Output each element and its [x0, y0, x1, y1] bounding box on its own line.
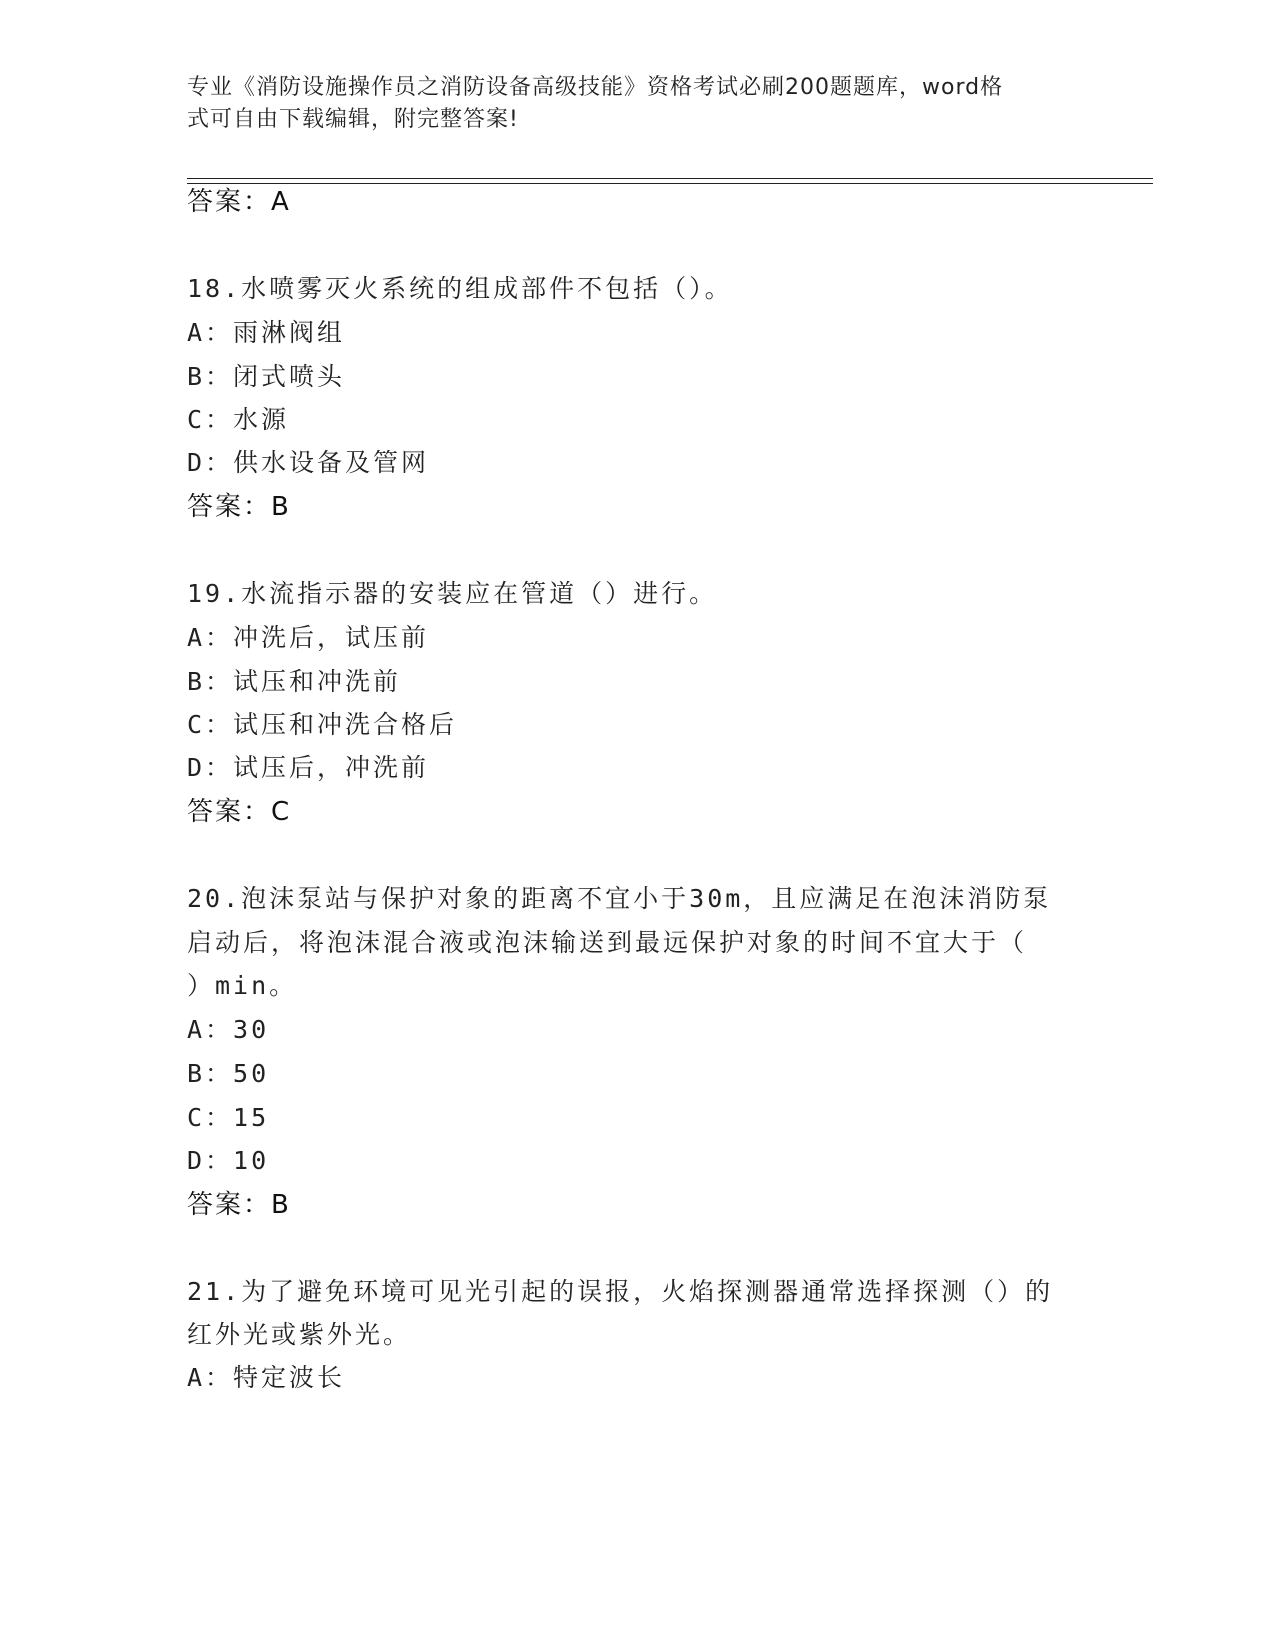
header-line-2: 式可自由下载编辑，附完整答案! — [187, 107, 519, 132]
previous-answer: 答案：A — [187, 187, 291, 217]
header-divider-top — [187, 178, 1153, 179]
question-19-option-d: D：试压后，冲洗前 — [187, 753, 430, 782]
question-20-option-a: A：30 — [187, 1015, 270, 1044]
question-20-stem-line-3: ）min。 — [187, 971, 298, 1000]
question-18-option-b: B：闭式喷头 — [187, 362, 346, 391]
question-21-stem-line-1: 21.为了避免环境可见光引起的误报，火焰探测器通常选择探测（）的 — [187, 1277, 1054, 1306]
question-18-stem: 18.水喷雾灭火系统的组成部件不包括（）。 — [187, 274, 733, 303]
question-19-option-b: B：试压和冲洗前 — [187, 667, 402, 696]
question-20-option-b: B：50 — [187, 1059, 270, 1088]
question-20-answer: 答案：B — [187, 1190, 291, 1220]
question-20-stem-line-2: 启动后，将泡沫混合液或泡沫输送到最远保护对象的时间不宜大于（ — [187, 928, 1028, 957]
document-header — [187, 72, 1067, 136]
question-19-stem: 19.水流指示器的安装应在管道（）进行。 — [187, 579, 718, 608]
header-line-1: 专业《消防设施操作员之消防设备高级技能》资格考试必刷200题题库，word格 — [187, 75, 1004, 100]
question-21-stem-line-2: 红外光或紫外光。 — [187, 1320, 412, 1349]
question-21-option-a: A：特定波长 — [187, 1363, 346, 1392]
question-18-answer: 答案：B — [187, 492, 291, 522]
question-20-option-d: D：10 — [187, 1146, 270, 1175]
header-divider-bottom — [187, 183, 1153, 184]
question-19-option-c: C：试压和冲洗合格后 — [187, 710, 458, 739]
question-18-option-a: A：雨淋阀组 — [187, 318, 346, 347]
question-19-option-a: A：冲洗后，试压前 — [187, 623, 430, 652]
question-18-option-c: C：水源 — [187, 405, 290, 434]
question-20-option-c: C：15 — [187, 1103, 270, 1132]
question-18-option-d: D：供水设备及管网 — [187, 448, 430, 477]
question-20-stem-line-1: 20.泡沫泵站与保护对象的距离不宜小于30m，且应满足在泡沫消防泵 — [187, 884, 1052, 913]
question-19-answer: 答案：C — [187, 797, 292, 827]
